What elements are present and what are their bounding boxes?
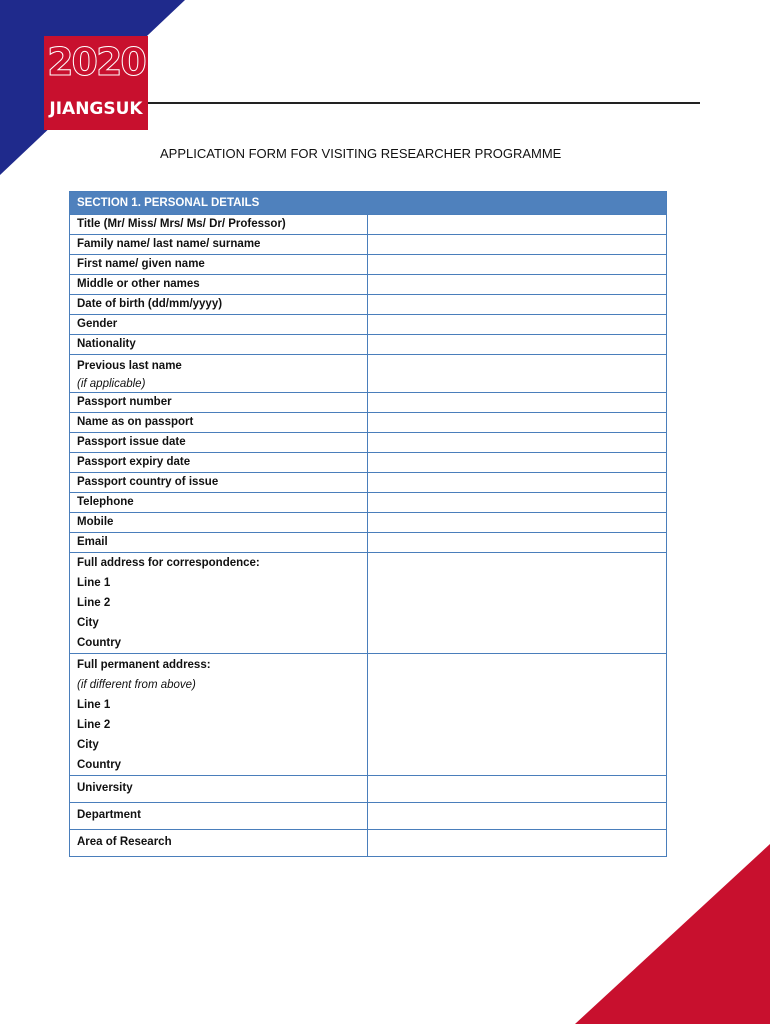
field-input[interactable] xyxy=(368,393,667,413)
field-input[interactable] xyxy=(368,433,667,453)
field-input[interactable] xyxy=(368,255,667,275)
corner-triangle-red xyxy=(575,844,770,1024)
section-header-row xyxy=(70,192,667,215)
logo-consortium: WORLD CLASS UNIVERSITY CONSORTIUM xyxy=(44,133,162,139)
form-title: APPLICATION FORM FOR VISITING RESEARCHER PROGRAMME xyxy=(160,146,562,161)
field-input[interactable] xyxy=(368,413,667,433)
permanent-heading: Full permanent address: xyxy=(77,659,211,671)
field-label: Passport country of issue xyxy=(70,473,368,493)
header-rule xyxy=(148,102,700,104)
correspondence-line: City xyxy=(77,617,99,629)
table-row xyxy=(70,433,667,453)
permanent-line: Line 1 xyxy=(77,699,111,711)
field-label: Gender xyxy=(70,315,368,335)
table-row xyxy=(70,553,667,654)
field-input[interactable] xyxy=(368,473,667,493)
table-row xyxy=(70,776,667,803)
field-input[interactable] xyxy=(368,315,667,335)
field-input[interactable] xyxy=(368,830,667,857)
table-row xyxy=(70,830,667,857)
field-label: Department xyxy=(70,803,368,830)
field-input[interactable] xyxy=(368,453,667,473)
field-label: Family name/ last name/ surname xyxy=(70,235,368,255)
table-row xyxy=(70,393,667,413)
field-input[interactable] xyxy=(368,513,667,533)
field-label: Name as on passport xyxy=(70,413,368,433)
logo-chinese: 江苏-英国高水平大学20+20联盟 xyxy=(44,144,129,150)
permanent-address-label xyxy=(70,654,368,776)
permanent-note: (if different from above) xyxy=(77,679,196,691)
table-row xyxy=(70,355,667,393)
field-label: First name/ given name xyxy=(70,255,368,275)
correspondence-heading: Full address for correspondence: xyxy=(77,557,260,569)
field-input[interactable] xyxy=(368,776,667,803)
field-label: Middle or other names xyxy=(70,275,368,295)
permanent-line: City xyxy=(77,739,99,751)
permanent-line: Line 2 xyxy=(77,719,111,731)
field-input[interactable] xyxy=(368,355,667,393)
correspondence-address-label xyxy=(70,553,368,654)
section-heading: SECTION 1. PERSONAL DETAILS xyxy=(70,192,667,215)
table-row xyxy=(70,275,667,295)
table-row xyxy=(70,513,667,533)
field-label-previous-last-name xyxy=(70,355,368,393)
previous-last-name-label: Previous last name xyxy=(77,360,182,372)
logo-name-part2: UK xyxy=(115,99,143,119)
table-row xyxy=(70,315,667,335)
field-label: Telephone xyxy=(70,493,368,513)
permanent-line: Country xyxy=(77,759,122,771)
personal-details-table xyxy=(69,191,667,857)
table-row xyxy=(70,654,667,776)
table-row xyxy=(70,533,667,553)
field-label: Passport number xyxy=(70,393,368,413)
field-input[interactable] xyxy=(368,335,667,355)
field-input[interactable] xyxy=(368,275,667,295)
table-row xyxy=(70,235,667,255)
field-input[interactable] xyxy=(368,235,667,255)
field-label: Title (Mr/ Miss/ Mrs/ Ms/ Dr/ Professor) xyxy=(70,215,368,235)
logo-name-part1: JIANGS xyxy=(49,99,116,119)
correspondence-line: Country xyxy=(77,637,122,649)
table-row xyxy=(70,413,667,433)
field-label: Date of birth (dd/mm/yyyy) xyxy=(70,295,368,315)
field-label: Passport issue date xyxy=(70,433,368,453)
field-input[interactable] xyxy=(368,533,667,553)
field-label: Email xyxy=(70,533,368,553)
table-row xyxy=(70,473,667,493)
correspondence-address-input[interactable] xyxy=(368,553,667,654)
previous-last-name-note: (if applicable) xyxy=(77,378,146,390)
table-row xyxy=(70,493,667,513)
table-row xyxy=(70,335,667,355)
table-row xyxy=(70,255,667,275)
correspondence-line: Line 2 xyxy=(77,597,111,609)
field-input[interactable] xyxy=(368,803,667,830)
table-row xyxy=(70,215,667,235)
permanent-address-input[interactable] xyxy=(368,654,667,776)
jiangsuk-logo xyxy=(44,36,162,150)
field-input[interactable] xyxy=(368,295,667,315)
table-row xyxy=(70,803,667,830)
logo-name xyxy=(44,98,148,120)
field-input[interactable] xyxy=(368,215,667,235)
logo-year: 2020 xyxy=(47,40,145,84)
table-row xyxy=(70,295,667,315)
field-label: Passport expiry date xyxy=(70,453,368,473)
field-label: Area of Research xyxy=(70,830,368,857)
field-label: Nationality xyxy=(70,335,368,355)
table-row xyxy=(70,453,667,473)
correspondence-line: Line 1 xyxy=(77,577,111,589)
field-input[interactable] xyxy=(368,493,667,513)
field-label: Mobile xyxy=(70,513,368,533)
field-label: University xyxy=(70,776,368,803)
